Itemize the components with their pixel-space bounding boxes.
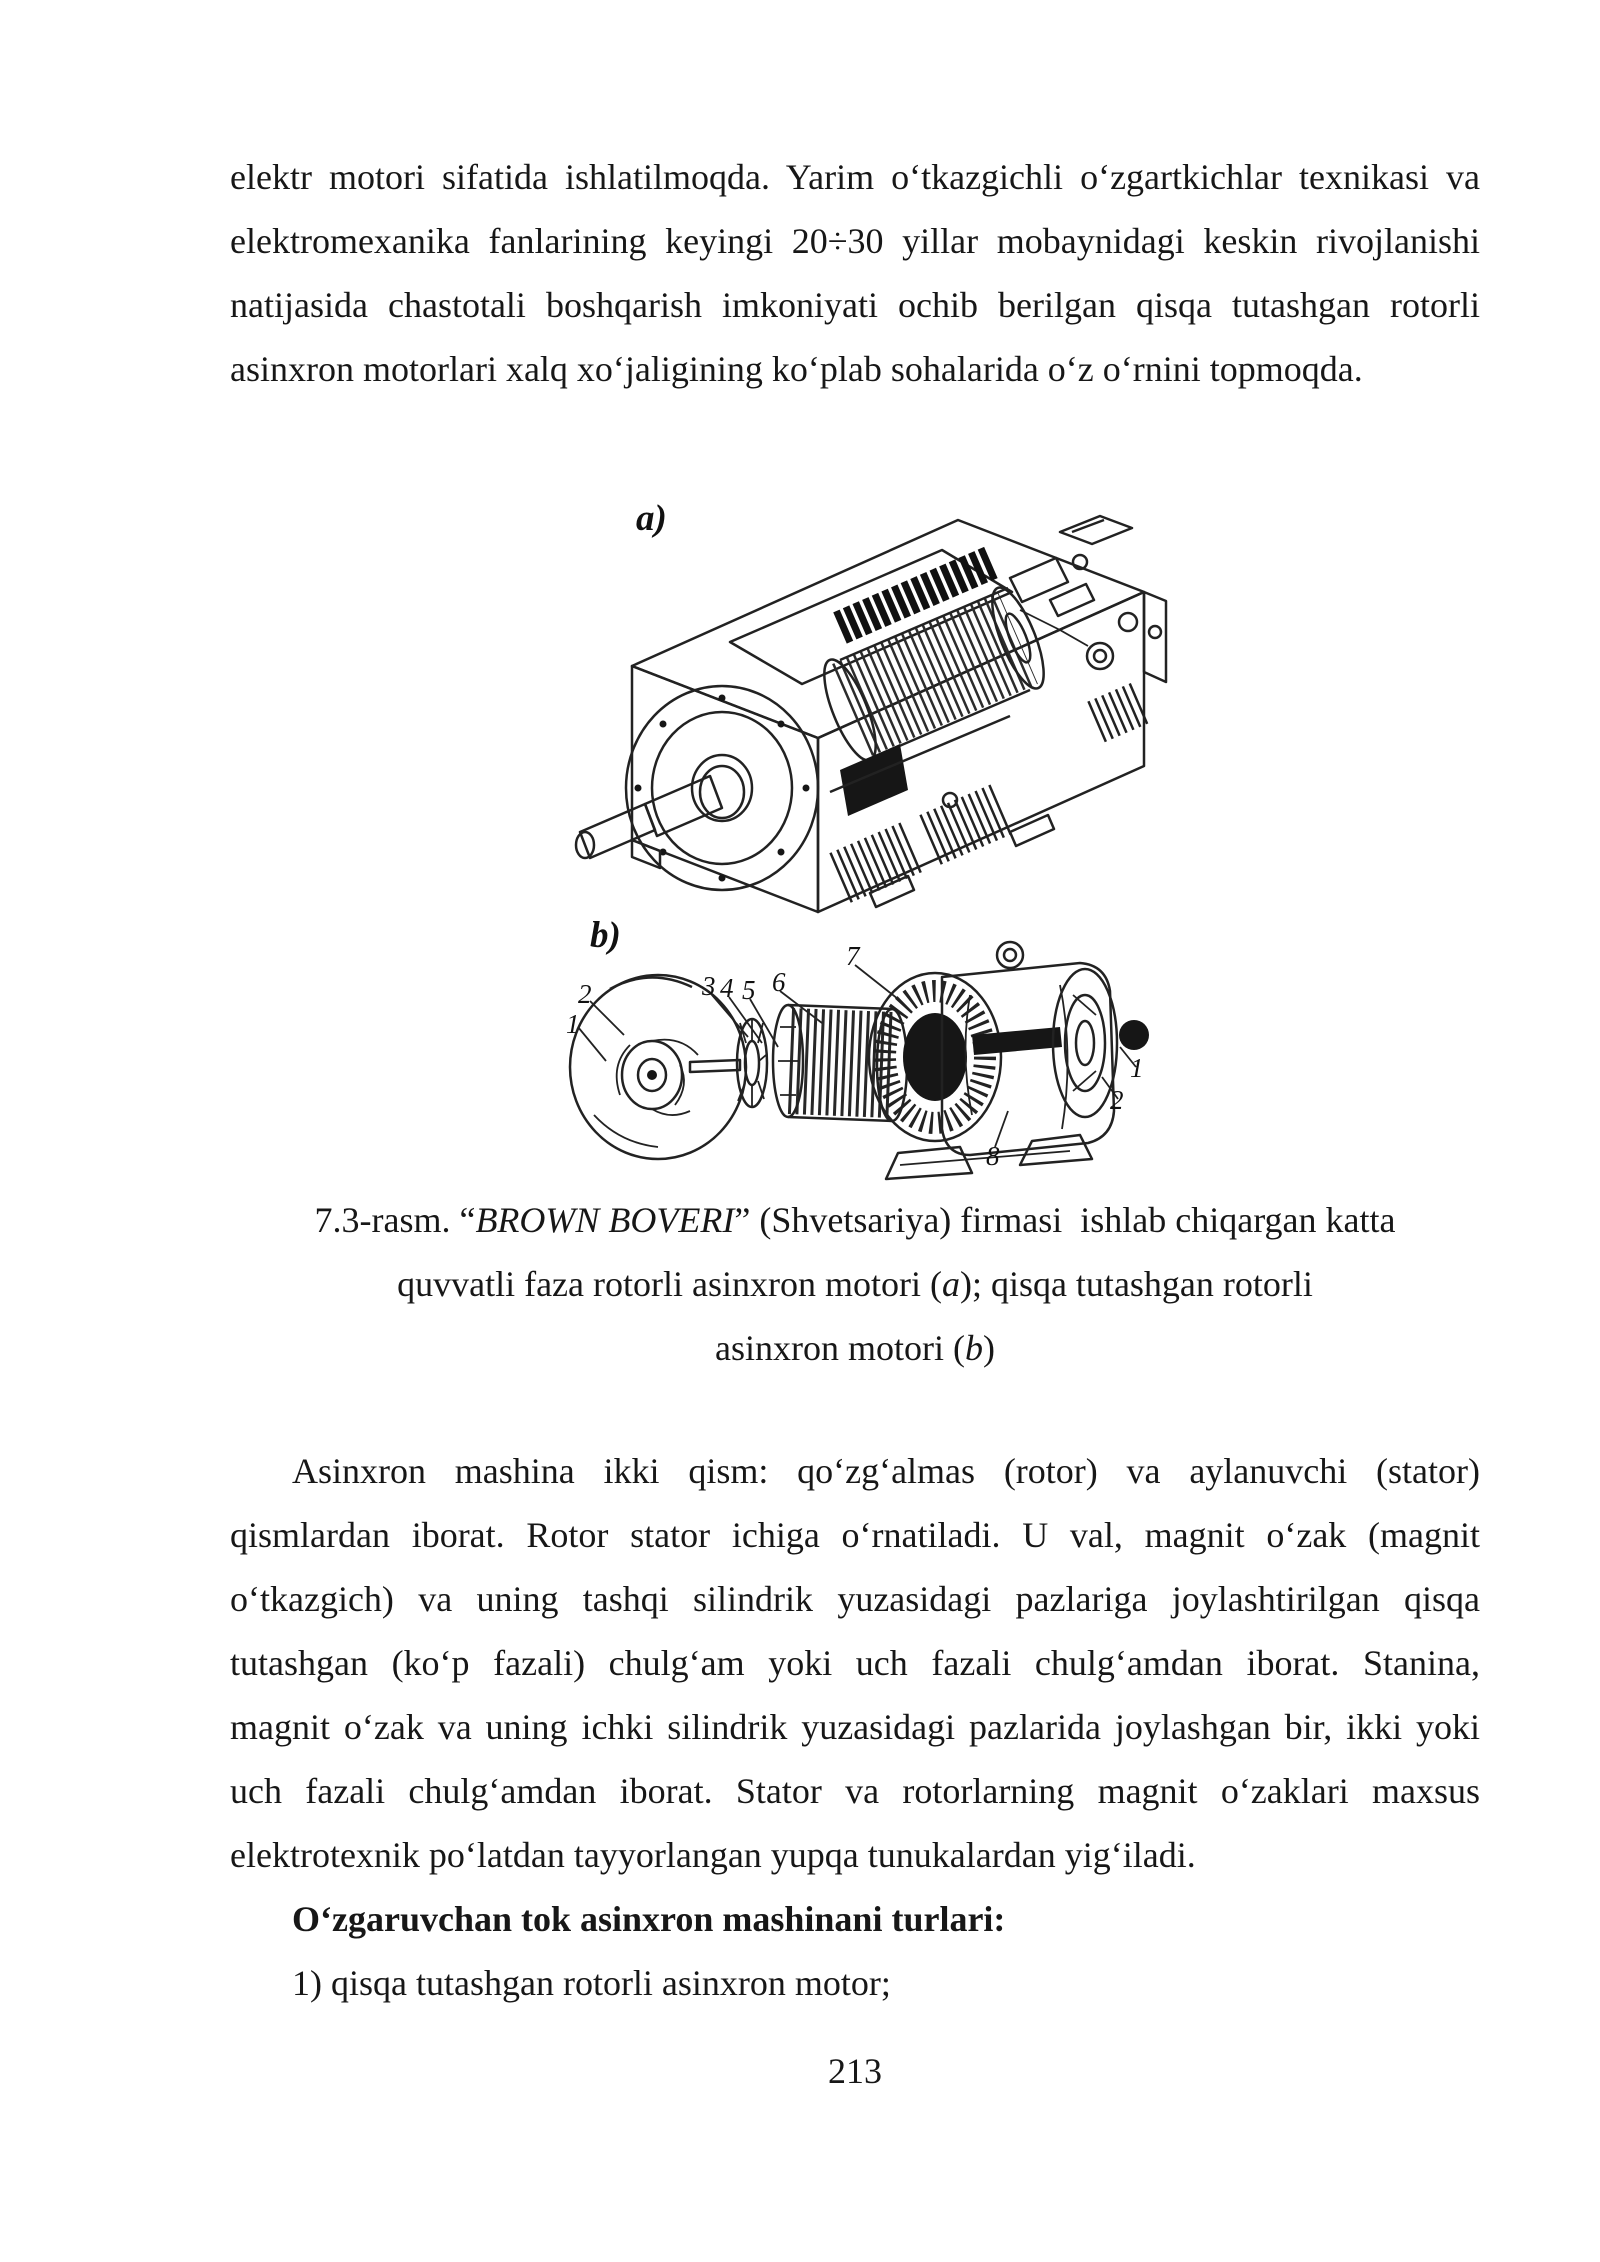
part-label-4: 4 bbox=[720, 973, 734, 1003]
text-line: elektromexanika fanlarining keyingi 20÷30 yillar mobaynidagi keskin rivojlanishi bbox=[230, 221, 1480, 261]
text-line: asinxron motori (b) bbox=[715, 1328, 995, 1368]
figure-a bbox=[540, 470, 1180, 920]
heading-text: Oʻzgaruvchan tok asinxron mashinani turlari: bbox=[292, 1899, 1006, 1939]
list-item-1 bbox=[230, 1951, 1480, 2015]
text-line: qismlardan iborat. Rotor stator ichiga oʻrnatiladi. U val, magnit oʻzak (magnit bbox=[230, 1515, 1480, 1555]
part-label-7: 7 bbox=[846, 941, 860, 971]
part-label-5: 5 bbox=[742, 975, 756, 1005]
text-line: elektrotexnik poʻlatdan tayyorlangan yupqa tunukalardan yigʻiladi. bbox=[230, 1835, 1196, 1875]
text-line: oʻtkazgich) va uning tashqi silindrik yuzasidagi pazlariga joylashtirilgan qisqa bbox=[230, 1579, 1480, 1619]
text-line: tutashgan (koʻp fazali) chulgʻam yoki uch fazali chulgʻamdan iborat. Stanina, bbox=[230, 1643, 1480, 1683]
part-label-2-right: 2 bbox=[1110, 1085, 1124, 1115]
text-line: asinxron motorlari xalq xoʻjaligining koʻplab sohalarida oʻz oʻrnini topmoqda. bbox=[230, 349, 1363, 389]
list-item-text: 1) qisqa tutashgan rotorli asinxron motor; bbox=[292, 1963, 891, 2003]
text-line: uch fazali chulgʻamdan iborat. Stator va rotorlarning magnit oʻzaklari maxsus bbox=[230, 1771, 1480, 1811]
part-label-1: 1 bbox=[566, 1009, 580, 1039]
part-label-6: 6 bbox=[772, 967, 786, 997]
paragraph-2 bbox=[230, 1439, 1480, 1887]
text-line: quvvatli faza rotorli asinxron motori (a); qisqa tutashgan rotorli bbox=[397, 1264, 1313, 1304]
paragraph-1 bbox=[230, 145, 1480, 401]
figure-b-letter-label: b) bbox=[590, 915, 621, 956]
text-line: Asinxron mashina ikki qism: qoʻzgʻalmas (rotor) va aylanuvchi (stator) bbox=[292, 1451, 1480, 1491]
text-line: elektr motori sifatida ishlatilmoqda. Yarim oʻtkazgichli oʻzgartkichlar texnikasi va bbox=[230, 157, 1480, 197]
page-number: 213 bbox=[828, 2051, 882, 2091]
figure-a-letter-label: a) bbox=[636, 498, 667, 539]
part-label-3: 3 bbox=[702, 971, 716, 1001]
figure-caption bbox=[230, 1188, 1480, 1380]
part-label-1-right: 1 bbox=[1130, 1053, 1144, 1083]
text-line: 7.3-rasm. “BROWN BOVERI” (Shvetsariya) firmasi ishlab chiqargan katta bbox=[314, 1200, 1396, 1240]
part-label-8: 8 bbox=[986, 1141, 1000, 1171]
section-heading bbox=[230, 1887, 1480, 1951]
text-line: natijasida chastotali boshqarish imkoniyati ochib berilgan qisqa tutashgan rotorli bbox=[230, 285, 1480, 325]
text-line: magnit oʻzak va uning ichki silindrik yuzasidagi pazlarida joylashgan bir, ikki yoki bbox=[230, 1707, 1480, 1747]
figure-b bbox=[540, 915, 1160, 1195]
part-label-2: 2 bbox=[578, 979, 592, 1009]
